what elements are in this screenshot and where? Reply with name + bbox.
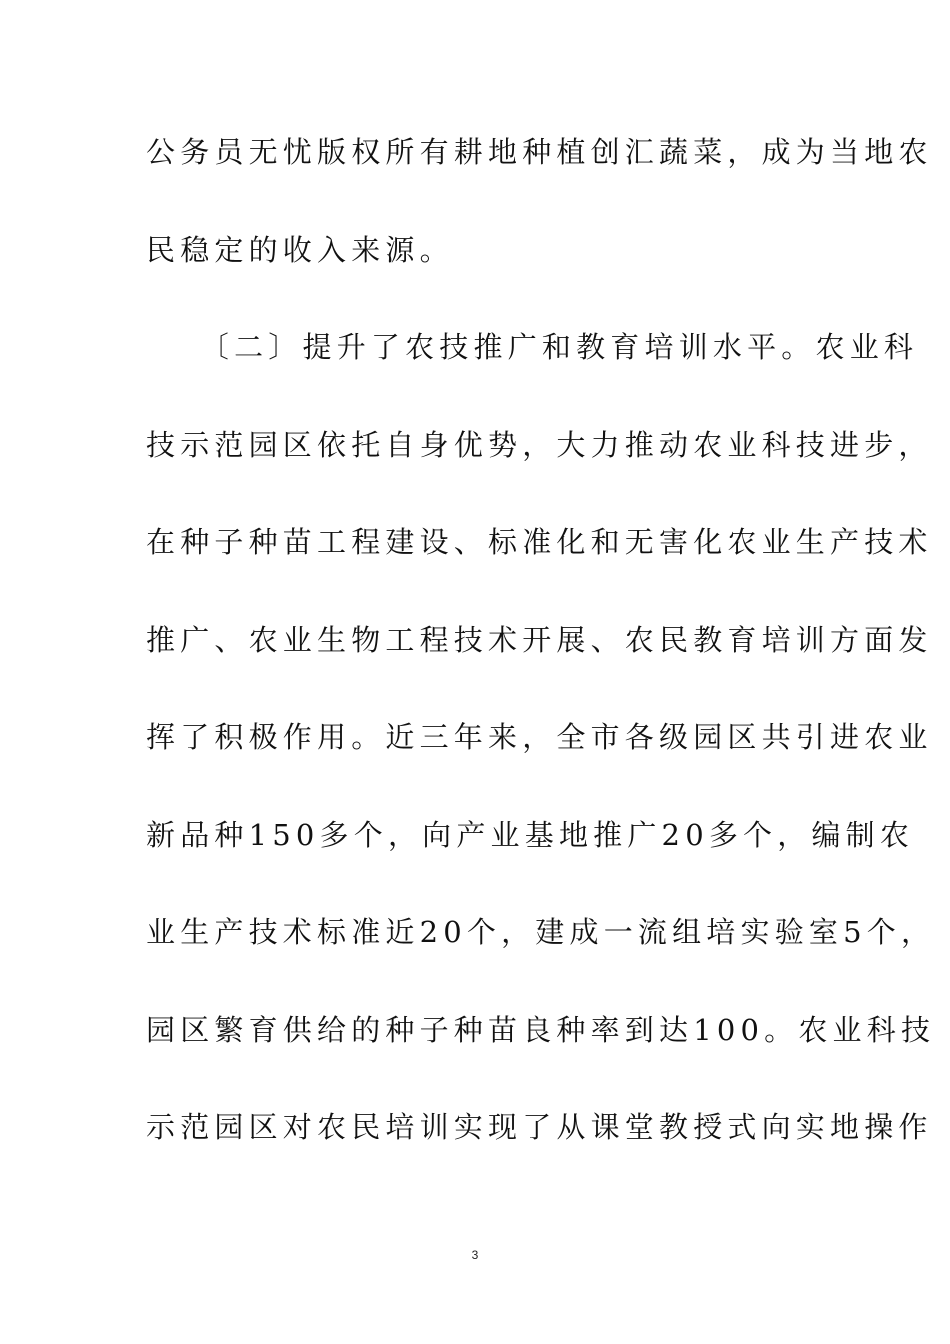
text-line: 推广、农业生物工程技术开展、农民教育培训方面发 [146, 622, 933, 657]
text-line: 技示范园区依托自身优势，大力推动农业科技进步， [146, 427, 933, 462]
text-line: 新品种150多个，向产业基地推广20多个，编制农 [146, 817, 915, 852]
text-line: 示范园区对农民培训实现了从课堂教授式向实地操作 [146, 1110, 933, 1144]
text-line: 民稳定的收入来源。 [146, 232, 454, 267]
text-line: 〔二〕提升了农技推广和教育培训水平。农业科 [146, 330, 919, 364]
page-number: 3 [471, 1248, 479, 1262]
text-line: 园区繁育供给的种子种苗良种率到达100。农业科技 [146, 1012, 936, 1047]
text-line: 公务员无忧版权所有耕地种植创汇蔬菜，成为当地农 [146, 135, 933, 169]
text-line: 业生产技术标准近20个，建成一流组培实验室5个， [146, 915, 936, 949]
text-line: 在种子种苗工程建设、标准化和无害化农业生产技术 [146, 525, 933, 559]
body-text [146, 132, 936, 1205]
text-line: 挥了积极作用。近三年来，全市各级园区共引进农业 [146, 720, 933, 754]
